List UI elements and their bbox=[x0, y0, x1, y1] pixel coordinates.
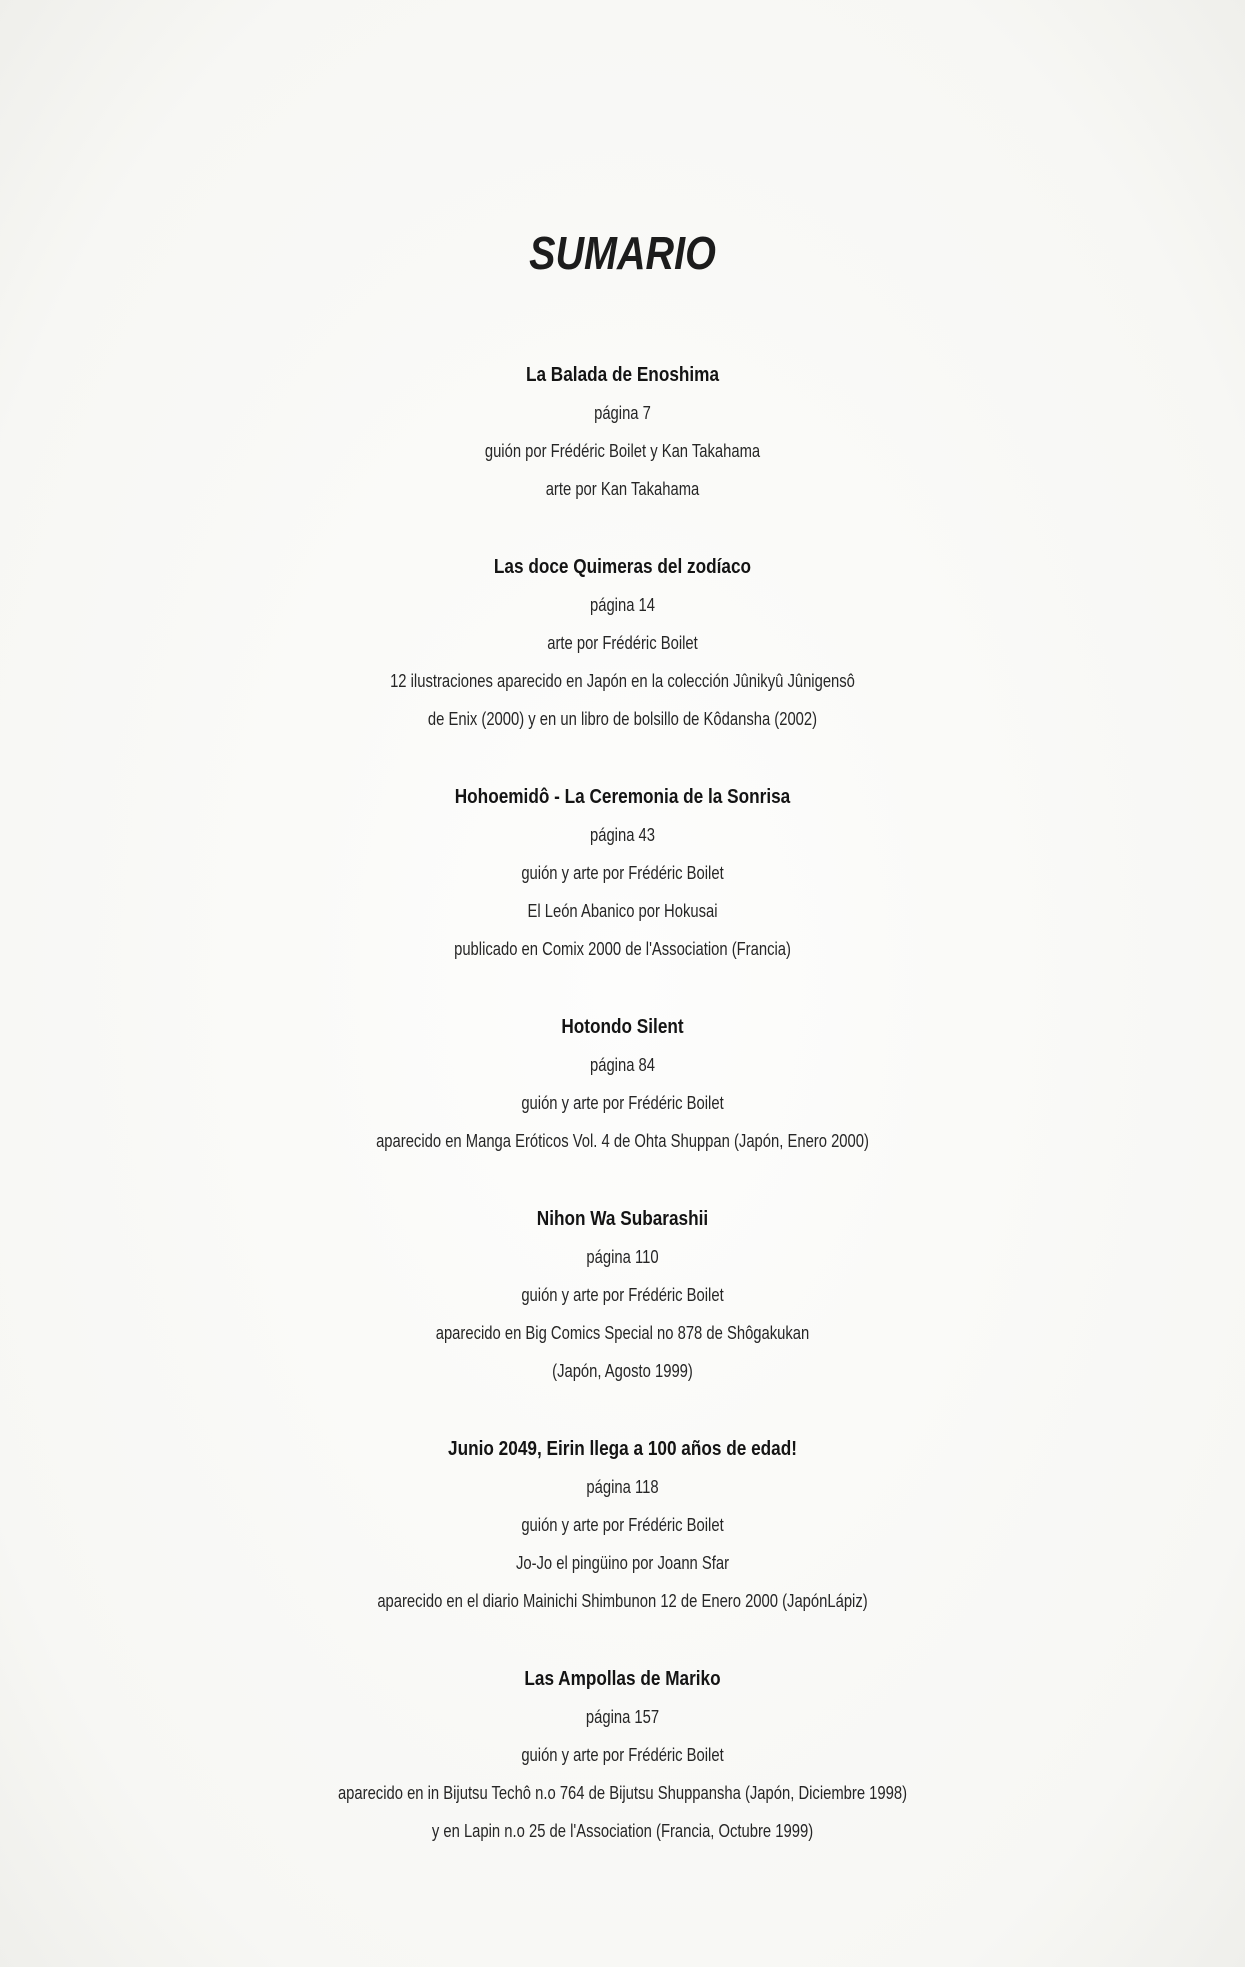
entry-credit-line: El León Abanico por Hokusai bbox=[527, 900, 718, 921]
contents-entry bbox=[0, 1200, 1245, 1390]
entry-title: Hohoemidô - La Ceremonia de la Sonrisa bbox=[454, 786, 791, 808]
contents-entry bbox=[0, 1008, 1245, 1160]
entry-title: Nihon Wa Subarashii bbox=[536, 1208, 709, 1230]
entry-credit-line: aparecido en Manga Eróticos Vol. 4 de Ohta Shuppan (Japón, Enero 2000) bbox=[376, 1130, 869, 1151]
contents-entry bbox=[0, 1430, 1245, 1620]
entry-title: Hotondo Silent bbox=[561, 1016, 684, 1038]
entry-page-number: página 118 bbox=[586, 1476, 659, 1497]
entry-credit-line: (Japón, Agosto 1999) bbox=[552, 1360, 693, 1381]
entry-credit-line: guión por Frédéric Boilet y Kan Takahama bbox=[484, 440, 761, 461]
entry-page-number: página 7 bbox=[594, 402, 651, 423]
page-title: SUMARIO bbox=[529, 227, 716, 279]
contents-list bbox=[0, 356, 1245, 1890]
entry-credit-line: guión y arte por Frédéric Boilet bbox=[521, 1092, 724, 1113]
entry-credit-line: guión y arte por Frédéric Boilet bbox=[521, 1744, 724, 1765]
entry-title: Las doce Quimeras del zodíaco bbox=[493, 556, 752, 578]
entry-title: Las Ampollas de Mariko bbox=[524, 1668, 721, 1690]
entry-credit-line: Jo-Jo el pingüino por Joann Sfar bbox=[515, 1552, 730, 1573]
entry-title: La Balada de Enoshima bbox=[525, 364, 720, 386]
entry-page-number: página 43 bbox=[589, 824, 656, 845]
entry-credit-line: aparecido en Big Comics Special no 878 de Shôgakukan bbox=[435, 1322, 810, 1343]
entry-credit-line: guión y arte por Frédéric Boilet bbox=[521, 1514, 724, 1535]
entry-credit-line: aparecido en el diario Mainichi Shimbunon 12 de Enero 2000 (JapónLápiz) bbox=[377, 1590, 868, 1611]
entry-title: Junio 2049, Eirin llega a 100 años de edad! bbox=[448, 1438, 797, 1460]
contents-entry bbox=[0, 356, 1245, 508]
entry-credit-line: guión y arte por Frédéric Boilet bbox=[521, 862, 724, 883]
entry-credit-line: de Enix (2000) y en un libro de bolsillo de Kôdansha (2002) bbox=[427, 708, 818, 729]
contents-entry bbox=[0, 548, 1245, 738]
entry-page-number: página 157 bbox=[585, 1706, 660, 1727]
entry-credit-line: arte por Frédéric Boilet bbox=[547, 632, 698, 653]
entry-credit-line: y en Lapin n.o 25 de l'Association (Francia, Octubre 1999) bbox=[431, 1820, 814, 1841]
entry-credit-line: publicado en Comix 2000 de l'Association (Francia) bbox=[454, 938, 791, 959]
entry-page-number: página 84 bbox=[589, 1054, 656, 1075]
entry-credit-line: arte por Kan Takahama bbox=[545, 478, 700, 499]
contents-entry bbox=[0, 778, 1245, 968]
entry-credit-line: aparecido en in Bijutsu Techô n.o 764 de Bijutsu Shuppansha (Japón, Diciembre 1998) bbox=[337, 1782, 908, 1803]
entry-credit-line: guión y arte por Frédéric Boilet bbox=[521, 1284, 724, 1305]
entry-credit-line: 12 ilustraciones aparecido en Japón en la colección Jûnikyû Jûnigensô bbox=[390, 670, 855, 691]
entry-page-number: página 110 bbox=[586, 1246, 659, 1267]
entry-page-number: página 14 bbox=[589, 594, 656, 615]
contents-entry bbox=[0, 1660, 1245, 1850]
